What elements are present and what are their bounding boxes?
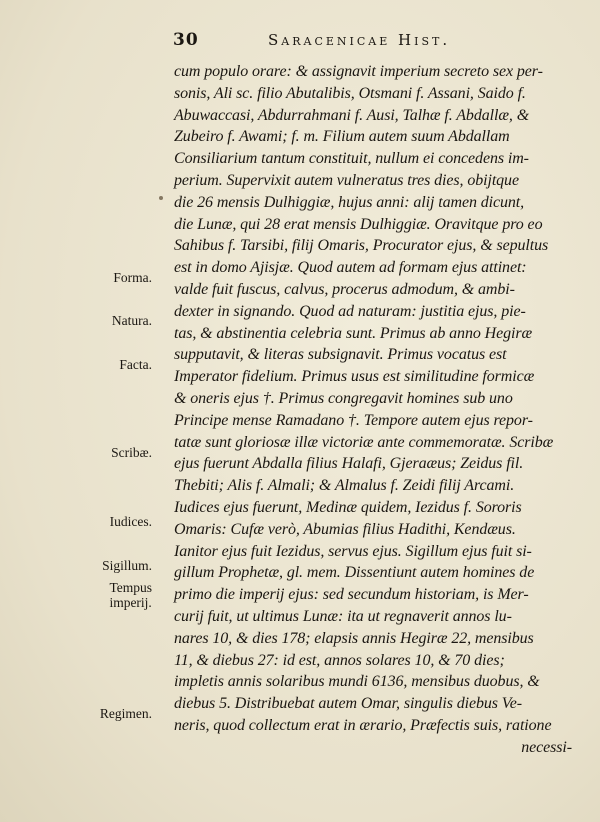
marginal-note-regimen xyxy=(100,706,152,721)
text-line: die 26 mensis Dulhiggiæ, hujus anni: alij tamen dicunt, xyxy=(174,193,525,211)
text-line: Imperator fidelium. Primus usus est similitudine formicæ xyxy=(174,368,535,386)
marginal-note-iudices xyxy=(110,514,152,529)
text-line: sonis, Ali sc. filio Abutalibis, Otsmani f. Assani, Saido f. xyxy=(174,84,526,102)
main-text-block xyxy=(174,61,590,759)
text-line: Principe mense Ramadano †. Tempore autem ejus repor- xyxy=(174,411,533,429)
page-number: 30 xyxy=(173,30,199,50)
text-line: Abuwaccasi, Abdurrahmani f. Ausi, Talhæ f. Abdallæ, & xyxy=(174,106,530,124)
text-line: Thebiti; Alis f. Almali; & Almalus f. Zeidi filij Arcami. xyxy=(174,477,515,495)
text-line: neris, quod collectum erat in ærario, Præfectis suis, ratione xyxy=(174,716,552,734)
marginal-notes xyxy=(0,0,170,822)
marginal-note-line: Iudices. xyxy=(109,514,152,529)
text-line: Omaris: Cufæ verò, Abumias filius Hadithi, Kendæus. xyxy=(174,520,516,538)
text-line: dexter in signando. Quod ad naturam: justitia ejus, pie- xyxy=(174,302,526,320)
text-line: tas, & abstinentia celebria sunt. Primus ab anno Hegiræ xyxy=(174,324,533,342)
marginal-note-line: Tempus xyxy=(109,580,152,595)
text-line: die Lunæ, qui 28 erat mensis Dulhiggiæ. Oravitque pro eo xyxy=(174,215,543,233)
text-line: Iudices ejus fuerunt, Medinæ quidem, Iezidus f. Sororis xyxy=(174,498,522,516)
text-line: curij fuit, ut ultimus Lunæ: ita ut regnaverit annos lu- xyxy=(174,607,512,625)
text-line: & oneris ejus †. Primus congregavit homines sub uno xyxy=(174,389,513,407)
text-line: Consiliarium tantum constituit, nullum ei concedens im- xyxy=(174,150,529,168)
text-line: valde fuit fuscus, calvus, procerus admodum, & ambi- xyxy=(174,280,515,298)
text-line: supputavit, & literas subsignavit. Primus vocatus est xyxy=(174,346,507,364)
text-line: gillum Prophetæ, gl. mem. Dissentiunt autem homines de xyxy=(174,564,535,582)
marginal-note-line: imperij. xyxy=(109,595,152,610)
text-line: perium. Supervixit autem vulneratus tres dies, obijtque xyxy=(174,171,519,189)
marginal-note-line: Facta. xyxy=(119,357,152,372)
text-line: est in domo Ajisjæ. Quod autem ad formam ejus attinet: xyxy=(174,259,527,277)
text-line: primo die imperij ejus: sed secundum historiam, is Mer- xyxy=(174,586,529,604)
text-line: diebus 5. Distribuebat autem Omar, singulis diebus Ve- xyxy=(174,695,522,713)
marginal-note-sigillum xyxy=(102,558,152,573)
marginal-note-line: Natura. xyxy=(111,313,152,328)
marginal-note-line: Regimen. xyxy=(99,706,152,721)
text-line: cum populo orare: & assignavit imperium secreto sex per- xyxy=(174,63,543,80)
page-header xyxy=(173,30,503,50)
marginal-note-scribae xyxy=(111,445,152,460)
text-line: tatæ sunt gloriosæ illæ victoriæ ante commemoratæ. Scribæ xyxy=(174,433,554,451)
marginal-note-line: Forma. xyxy=(113,270,152,285)
marginal-note-forma xyxy=(113,270,152,285)
text-line: Ianitor ejus fuit Iezidus, servus ejus. Sigillum ejus fuit si- xyxy=(174,542,532,560)
text-line: 11, & diebus 27: id est, annos solares 10, & 70 dies; xyxy=(174,651,505,669)
marginal-note-line: Sigillum. xyxy=(102,558,152,573)
marginal-note-facta xyxy=(119,357,152,372)
running-head: Saracenicae Hist. xyxy=(268,31,451,49)
text-line: nares 10, & dies 178; elapsis annis Hegiræ 22, mensibus xyxy=(174,629,534,647)
text-line: Sahibus f. Tarsibi, filij Omaris, Procurator ejus, & sepultus xyxy=(174,237,549,255)
marginal-note-line: Scribæ. xyxy=(111,445,152,460)
marginal-note-tempus-imperij xyxy=(109,580,152,610)
text-line: impletis annis solaribus mundi 6136, mensibus duobus, & xyxy=(174,673,540,691)
text-line: ejus fuerunt Abdalla filius Halafi, Gjeraæus; Zeidus fil. xyxy=(174,455,524,473)
marginal-note-natura xyxy=(112,313,152,328)
text-line: necessi- xyxy=(521,738,572,756)
text-line: Zubeiro f. Awami; f. m. Filium autem suum Abdallam xyxy=(174,128,510,146)
